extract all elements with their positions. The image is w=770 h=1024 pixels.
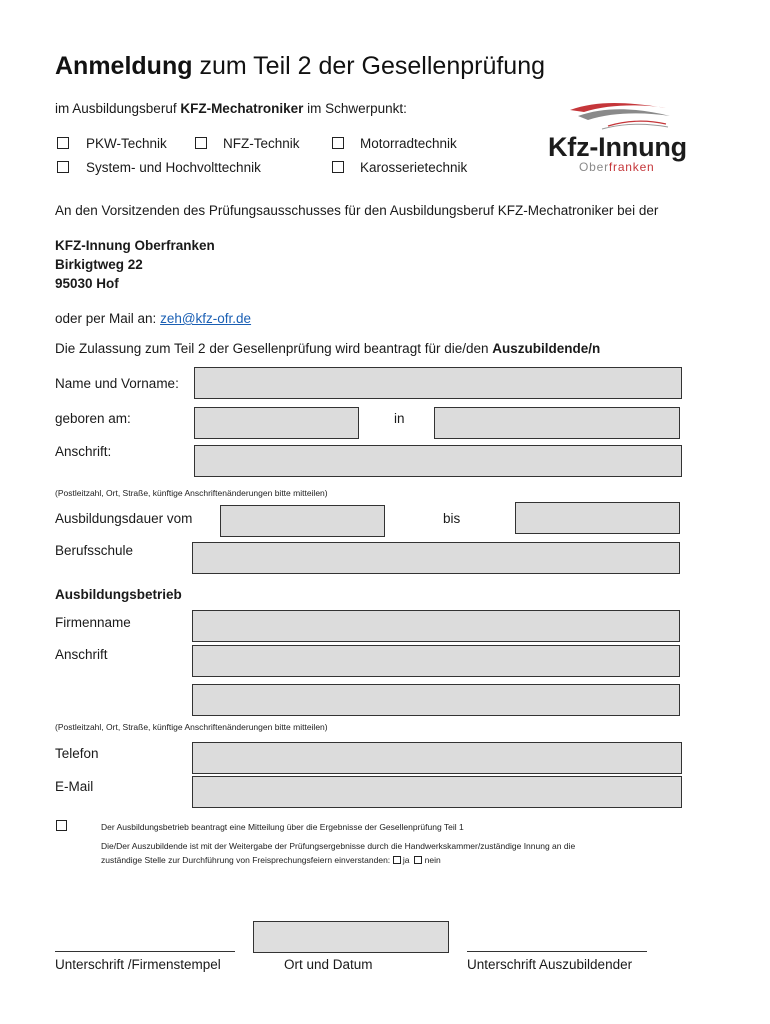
born-in-label: in	[394, 411, 405, 426]
consent-line-2: zuständige Stelle zur Durchführung von Freisprechungsfeiern einverstanden: ja nein	[101, 855, 441, 865]
address-line-1: KFZ-Innung Oberfranken	[55, 238, 215, 253]
consent-line-1: Die/Der Auszubildende ist mit der Weitergabe der Prüfungsergebnisse durch die Handwerkskammer/zuständige Innung an die	[101, 841, 576, 851]
checkbox-result-notification[interactable]	[56, 820, 67, 831]
label-nfz: NFZ-Technik	[223, 136, 300, 151]
address-line-3: 95030 Hof	[55, 276, 119, 291]
checkbox-consent-yes[interactable]	[393, 856, 401, 864]
checkbox-nfz[interactable]	[195, 137, 207, 149]
apprentice-address-field[interactable]	[194, 445, 682, 477]
mail-line: oder per Mail an: zeh@kfz-ofr.de	[55, 311, 252, 326]
company-address-label: Anschrift	[55, 647, 108, 662]
born-label: geboren am:	[55, 411, 131, 426]
duration-to-field[interactable]	[515, 502, 680, 534]
birthdate-field[interactable]	[194, 407, 359, 439]
intro-text: im Ausbildungsberuf KFZ-Mechatroniker im Schwerpunkt:	[55, 101, 407, 116]
birthplace-field[interactable]	[434, 407, 680, 439]
checkbox-karosserie[interactable]	[332, 161, 344, 173]
company-address-field-2[interactable]	[192, 684, 680, 716]
company-heading: Ausbildungsbetrieb	[55, 587, 182, 602]
duration-label: Ausbildungsdauer vom	[55, 511, 193, 526]
name-field[interactable]	[194, 367, 682, 399]
name-label: Name und Vorname:	[55, 376, 179, 391]
company-name-label: Firmenname	[55, 615, 131, 630]
recipient-line: An den Vorsitzenden des Prüfungsausschusses für den Ausbildungsberuf KFZ-Mechatroniker bei der	[55, 203, 659, 218]
address-note: (Postleitzahl, Ort, Straße, künftige Anschriftenänderungen bitte mitteilen)	[55, 488, 328, 498]
logo-subtitle: Oberfranken	[579, 160, 655, 174]
logo-name: Kfz-Innung	[548, 132, 687, 162]
signature-apprentice-label: Unterschrift Auszubildender	[467, 957, 633, 972]
place-date-label: Ort und Datum	[284, 957, 373, 972]
phone-field[interactable]	[192, 742, 682, 774]
page-title: Anmeldung zum Teil 2 der Gesellenprüfung	[55, 52, 546, 80]
duration-to-label: bis	[443, 511, 461, 526]
address-label: Anschrift:	[55, 444, 112, 459]
address-line-2: Birkigtweg 22	[55, 257, 143, 272]
checkbox-consent-no[interactable]	[414, 856, 422, 864]
kfz-innung-logo	[548, 98, 698, 178]
label-system-hochvolt: System- und Hochvolttechnik	[86, 160, 261, 175]
checkbox-pkw[interactable]	[57, 137, 69, 149]
duration-from-field[interactable]	[220, 505, 385, 537]
school-label: Berufsschule	[55, 543, 134, 558]
company-name-field[interactable]	[192, 610, 680, 642]
checkbox-system-hochvolt[interactable]	[57, 161, 69, 173]
checkbox-motorrad[interactable]	[332, 137, 344, 149]
signature-line-apprentice	[467, 951, 647, 952]
school-field[interactable]	[192, 542, 680, 574]
result-notification-text: Der Ausbildungsbetrieb beantragt eine Mitteilung über die Ergebnisse der Gesellenprüfung Teil 1	[101, 822, 464, 832]
company-address-note: (Postleitzahl, Ort, Straße, künftige Anschriftenänderungen bitte mitteilen)	[55, 722, 328, 732]
phone-label: Telefon	[55, 746, 99, 761]
place-date-field[interactable]	[253, 921, 449, 953]
signature-line-company	[55, 951, 235, 952]
label-motorrad: Motorradtechnik	[360, 136, 457, 151]
label-karosserie: Karosserietechnik	[360, 160, 468, 175]
request-line: Die Zulassung zum Teil 2 der Gesellenprüfung wird beantragt für die/den Auszubildende/n	[55, 341, 601, 356]
signature-company-label: Unterschrift /Firmenstempel	[55, 957, 221, 972]
label-pkw: PKW-Technik	[86, 136, 167, 151]
company-email-field[interactable]	[192, 776, 682, 808]
logo-swoosh-icon	[548, 98, 698, 132]
email-label: E-Mail	[55, 779, 94, 794]
company-address-field-1[interactable]	[192, 645, 680, 677]
email-link[interactable]: zeh@kfz-ofr.de	[160, 311, 252, 326]
